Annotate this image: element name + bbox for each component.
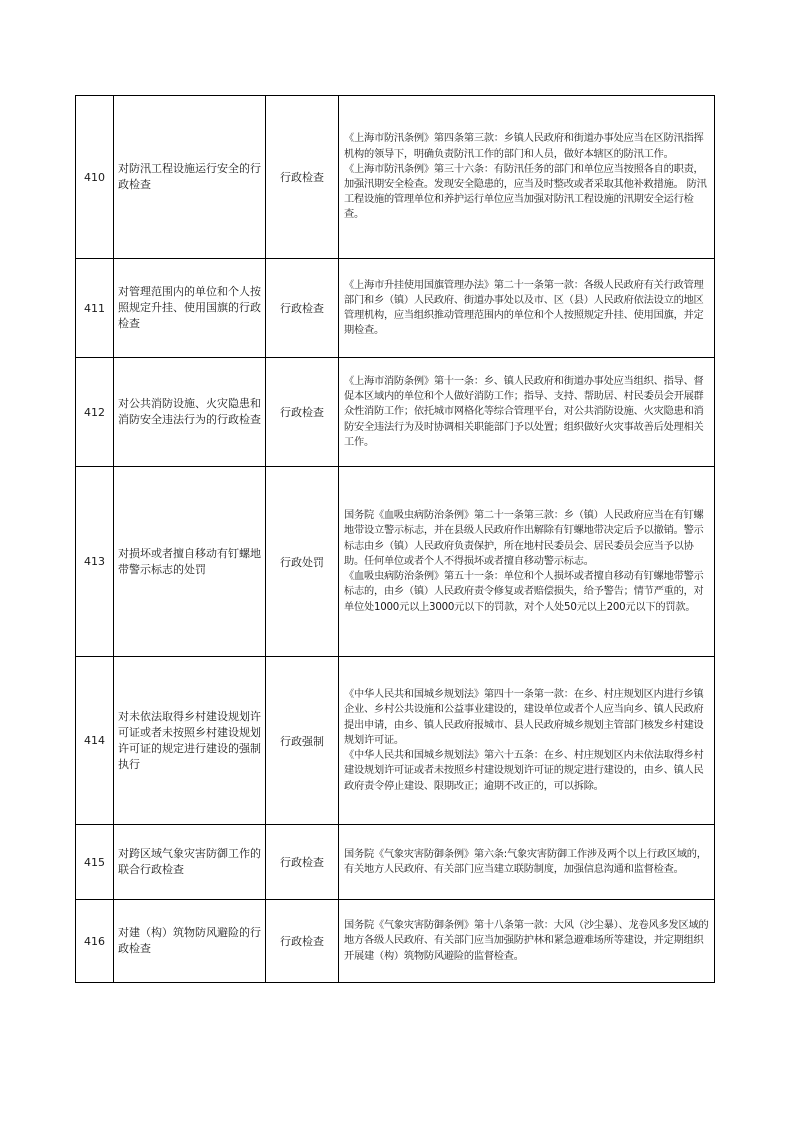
legal-basis-paragraph: 国务院《气象灾害防御条例》第六条:气象灾害防御工作涉及两个以上行政区域的，有关地方人民政府、有关部门应当建立联防制度，加强信息沟通和监督检查。 bbox=[344, 848, 707, 875]
legal-basis-paragraph: 《中华人民共和国城乡规划法》第四十一条第一款：在乡、村庄规划区内进行乡镇企业、乡村公共设施和公益事业建设的，建设单位或者个人应当向乡、镇人民政府提出申请，由乡、镇人民政府报城市、县人民政府城乡规划主管部门核发乡村建设规划许可证。 bbox=[344, 689, 704, 746]
legal-basis-paragraph: 国务院《气象灾害防御条例》第十八条第一款：大风（沙尘暴）、龙卷风多发区域的地方各级人民政府、有关部门应当加强防护林和紧急避难场所等建设，并定期组织开展建（构）筑物防风避险的监督检查。 bbox=[344, 920, 709, 962]
table-row bbox=[76, 657, 715, 825]
item-type: 行政检查 bbox=[266, 259, 339, 358]
legal-basis-paragraph: 《中华人民共和国城乡规划法》第六十五条：在乡、村庄规划区内未依法取得乡村建设规划许可证或者未按照乡村建设规划许可证的规定进行建设的，由乡、镇人民政府责令停止建设、限期改正；逾期不改正的，可以拆除。 bbox=[344, 750, 704, 792]
row-number: 410 bbox=[76, 96, 114, 259]
row-number: 415 bbox=[76, 825, 114, 900]
legal-basis bbox=[339, 358, 715, 467]
legal-basis bbox=[339, 96, 715, 259]
enforcement-items-table bbox=[75, 95, 715, 983]
row-number: 411 bbox=[76, 259, 114, 358]
table-row bbox=[76, 900, 715, 983]
item-name: 对损坏或者擅自移动有钉螺地带警示标志的处罚 bbox=[114, 467, 266, 657]
item-name: 对建（构）筑物防风避险的行政检查 bbox=[114, 900, 266, 983]
table-row bbox=[76, 467, 715, 657]
item-type: 行政检查 bbox=[266, 96, 339, 259]
table-row bbox=[76, 825, 715, 900]
legal-basis bbox=[339, 467, 715, 657]
table-row bbox=[76, 259, 715, 358]
legal-basis-paragraph: 《血吸虫病防治条例》第五十一条：单位和个人损坏或者擅自移动有钉螺地带警示标志的，由乡（镇）人民政府责令修复或者赔偿损失，给予警告；情节严重的，对单位处1000元以上3000元以下的罚款，对个人处50元以上200元以下的罚款。 bbox=[344, 571, 704, 613]
legal-basis bbox=[339, 657, 715, 825]
legal-basis bbox=[339, 259, 715, 358]
item-type: 行政检查 bbox=[266, 900, 339, 983]
legal-basis-paragraph: 《上海市消防条例》第十一条：乡、镇人民政府和街道办事处应当组织、指导、督促本区域内的单位和个人做好消防工作；指导、支持、帮助居、村民委员会开展群众性消防工作；依托城市网格化等综合管理平台，对公共消防设施、火灾隐患和消防安全违法行为及时协调相关职能部门予以处置；组织做好火灾事故善后处理相关工作。 bbox=[344, 375, 704, 448]
legal-basis-paragraph: 国务院《血吸虫病防治条例》第二十一条第三款：乡（镇）人民政府应当在有钉螺地带设立警示标志，并在县级人民政府作出解除有钉螺地带决定后予以撤销。警示标志由乡（镇）人民政府负责保护，所在地村民委员会、居民委员会应当予以协助。任何单位或者个人不得损坏或者擅自移动警示标志。 bbox=[344, 510, 704, 567]
item-type: 行政检查 bbox=[266, 825, 339, 900]
legal-basis bbox=[339, 900, 715, 983]
table-row bbox=[76, 96, 715, 259]
legal-basis bbox=[339, 825, 715, 900]
legal-basis-paragraph: 《上海市防汛条例》第三十六条：有防汛任务的部门和单位应当按照各自的职责，加强汛期安全检查。发现安全隐患的，应当及时整改或者采取其他补救措施。 防汛工程设施的管理单位和养护运行单位应当加强对防汛工程设施的汛期安全运行检查。 bbox=[344, 163, 707, 221]
item-name: 对防汛工程设施运行安全的行政检查 bbox=[114, 96, 266, 259]
table-row bbox=[76, 358, 715, 467]
row-number: 416 bbox=[76, 900, 114, 983]
item-name: 对公共消防设施、火灾隐患和消防安全违法行为的行政检查 bbox=[114, 358, 266, 467]
item-name: 对跨区域气象灾害防御工作的联合行政检查 bbox=[114, 825, 266, 900]
row-number: 412 bbox=[76, 358, 114, 467]
row-number: 414 bbox=[76, 657, 114, 825]
item-type: 行政处罚 bbox=[266, 467, 339, 657]
item-type: 行政强制 bbox=[266, 657, 339, 825]
row-number: 413 bbox=[76, 467, 114, 657]
item-type: 行政检查 bbox=[266, 358, 339, 467]
legal-basis-paragraph: 《上海市防汛条例》第四条第三款：乡镇人民政府和街道办事处应当在区防汛指挥机构的领导下，明确负责防汛工作的部门和人员，做好本辖区的防汛工作。 bbox=[344, 133, 704, 160]
item-name: 对管理范围内的单位和个人按照规定升挂、使用国旗的行政检查 bbox=[114, 259, 266, 358]
item-name: 对未依法取得乡村建设规划许可证或者未按照乡村建设规划许可证的规定进行建设的强制执行 bbox=[114, 657, 266, 825]
legal-basis-paragraph: 《上海市升挂使用国旗管理办法》第二十一条第一款：各级人民政府有关行政管理部门和乡（镇）人民政府、街道办事处以及市、区（县）人民政府依法设立的地区管理机构，应当组织推动管理范围内的单位和个人按照规定升挂、使用国旗，并定期检查。 bbox=[344, 279, 704, 337]
